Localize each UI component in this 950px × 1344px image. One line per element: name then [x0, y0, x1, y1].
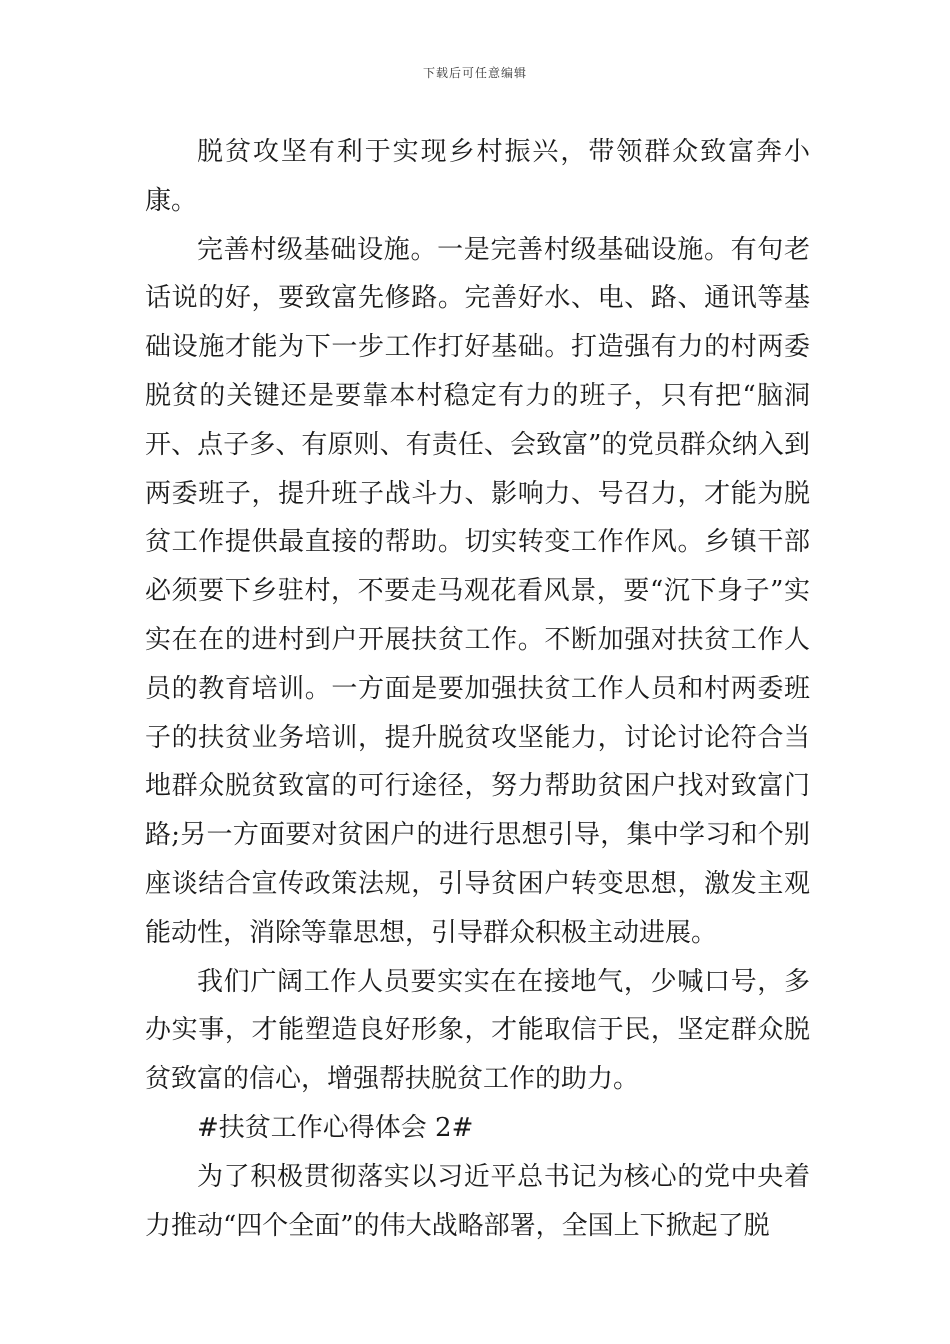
page-header-note: 下载后可任意编辑 — [422, 66, 527, 80]
paragraph-3: 我们广阔工作人员要实实在在接地气，少喊口号，多办实事，才能塑造良好形象，才能取信于民，坚定群众脱贫致富的信心，增强帮扶脱贫工作的助力。 — [145, 966, 810, 1095]
paragraph-4: 为了积极贯彻落实以习近平总书记为核心的党中央着力推动“四个全面”的伟大战略部署，全国上下掀起了脱 — [145, 1161, 810, 1241]
section-heading: #扶贫工作心得体会 2# — [197, 1112, 474, 1143]
document-body — [145, 128, 810, 1250]
paragraph-1: 脱贫攻坚有利于实现乡村振兴，带领群众致富奔小康。 — [145, 137, 810, 216]
paragraph-2: 完善村级基础设施。一是完善村级基础设施。有句老话说的好，要致富先修路。完善好水、电、路、通讯等基础设施才能为下一步工作打好基础。打造强有力的村两委脱贫的关键还是要靠本村稳定有力的班子，只有把“脑洞开、点子多、有原则、有责任、会致富”的党员群众纳入到两委班子，提升班子战斗力、影响力、号召力，才能为脱贫工作提供最直接的帮助。切实转变工作作风。乡镇干部必须要下乡驻村，不要走马观花看风景，要“沉下身子”实实在在的进村到户开展扶贫工作。不断加强对扶贫工作人员的教育培训。一方面是要加强扶贫工作人员和村两委班子的扶贫业务培训，提升脱贫攻坚能力，讨论讨论符合当地群众脱贫致富的可行途径，努力帮助贫困户找对致富门路;另一方面要对贫困户的进行思想引导，集中学习和个别座谈结合宣传政策法规，引导贫困户转变思想，激发主观能动性，消除等靠思想，引导群众积极主动进展。 — [145, 234, 810, 948]
